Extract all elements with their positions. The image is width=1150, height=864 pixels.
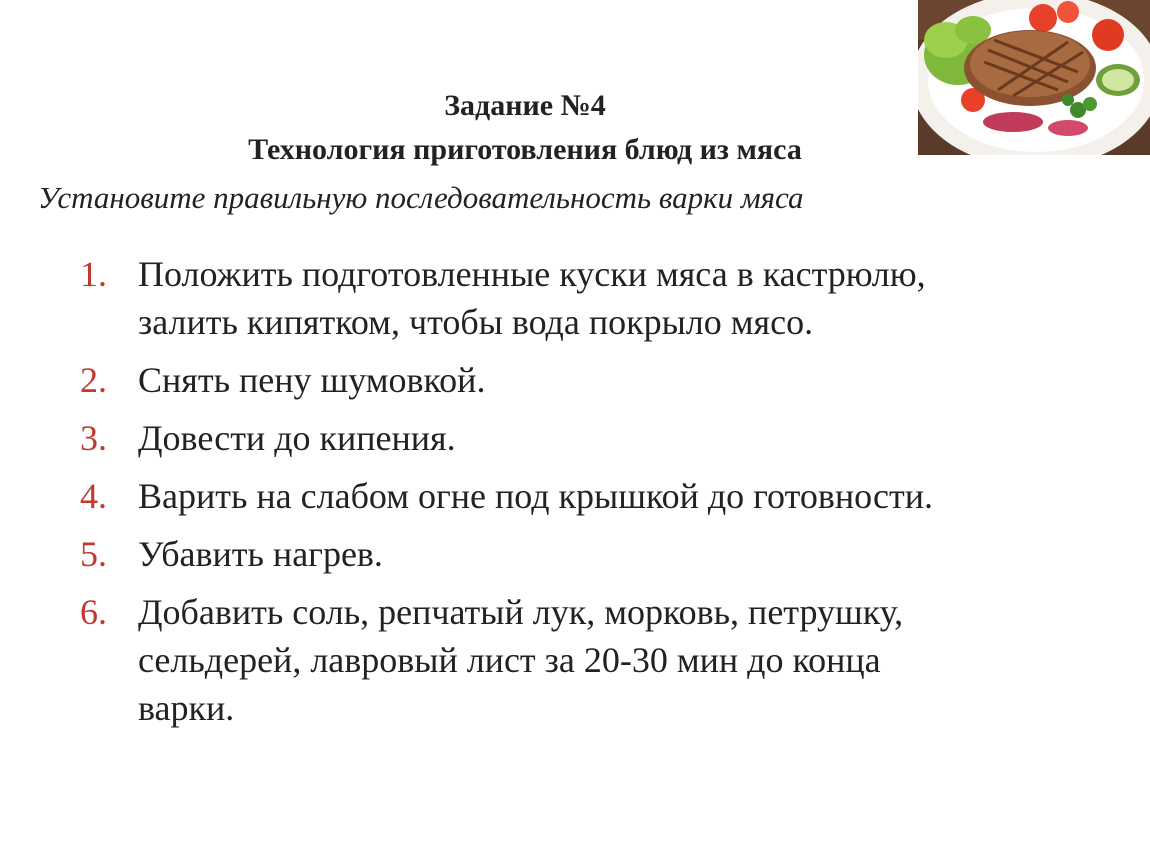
slide-heading xyxy=(0,84,1030,220)
step-text-line: сельдерей, лавровый лист за 20-30 мин до конца xyxy=(138,640,881,680)
step-number: 4. xyxy=(80,476,107,516)
step-number: 3. xyxy=(80,418,107,458)
step-number: 6. xyxy=(80,592,107,632)
step-text-line: Убавить нагрев. xyxy=(138,534,383,574)
topic-title: Технология приготовления блюд из мяса xyxy=(248,133,802,166)
step-number: 1. xyxy=(80,254,107,294)
step-number: 5. xyxy=(80,534,107,574)
step-text-line: Варить на слабом огне под крышкой до готовности. xyxy=(138,476,933,516)
step-text-line: варки. xyxy=(138,688,235,728)
list-item xyxy=(0,588,1110,732)
instruction-text: Установите правильную последовательность варки мяса xyxy=(38,180,804,215)
step-number: 2. xyxy=(80,360,107,400)
step-text-line: Добавить соль, репчатый лук, морковь, петрушку, xyxy=(138,592,904,632)
list-item xyxy=(0,472,1110,520)
step-text-line: залить кипятком, чтобы вода покрыло мясо. xyxy=(138,302,814,342)
list-item xyxy=(0,250,1110,346)
steps-list xyxy=(0,250,1110,742)
list-item xyxy=(0,414,1110,462)
list-item xyxy=(0,356,1110,404)
task-title: Задание №4 xyxy=(444,89,606,122)
step-text-line: Положить подготовленные куски мяса в кастрюлю, xyxy=(138,254,926,294)
step-text-line: Довести до кипения. xyxy=(138,418,456,458)
step-text-line: Снять пену шумовкой. xyxy=(138,360,486,400)
list-item xyxy=(0,530,1110,578)
